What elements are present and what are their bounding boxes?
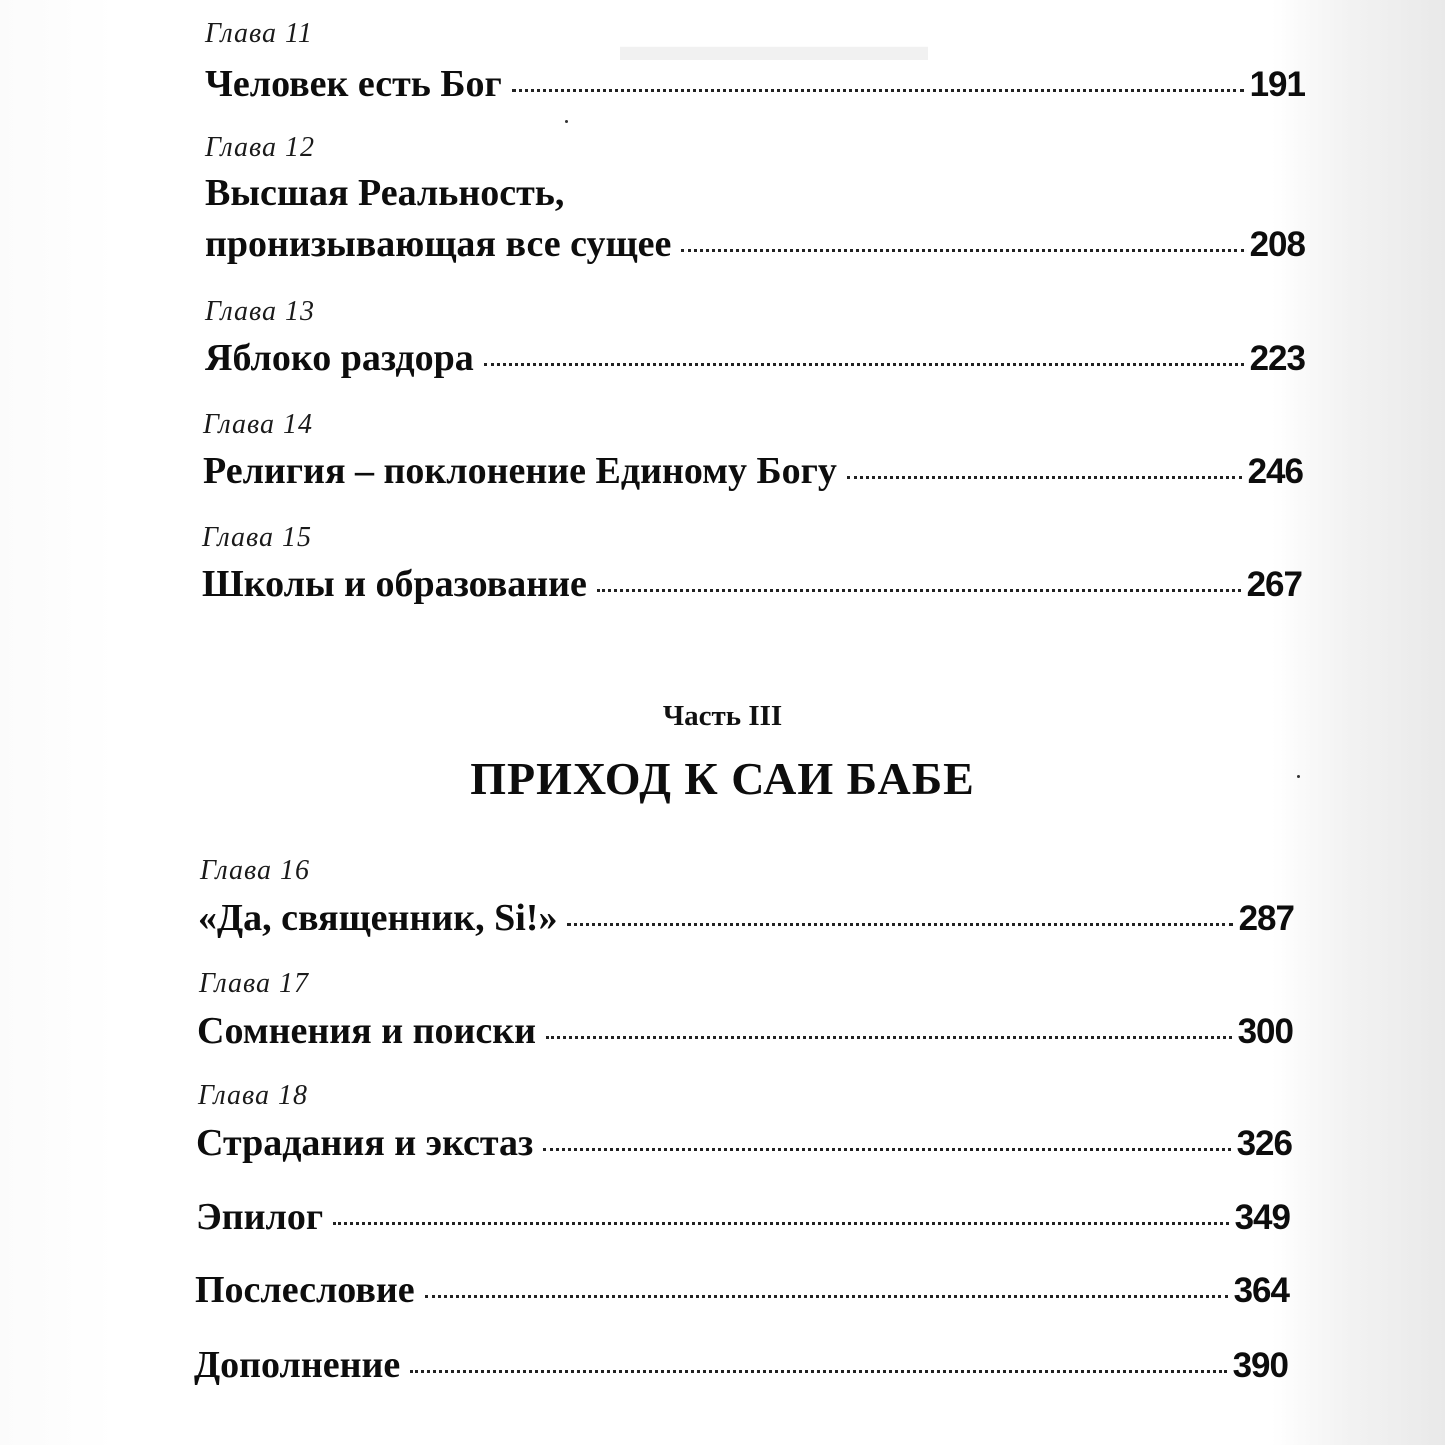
dot-leader: [543, 1148, 1230, 1151]
toc-entry-afterword[interactable]: [195, 1268, 1289, 1312]
entry-title: Сомнения и поиски: [197, 1010, 537, 1052]
print-speck: [565, 120, 568, 123]
dot-leader: [484, 363, 1244, 366]
entry-title: Человек есть Бог: [205, 63, 502, 105]
entry-title: Религия – поклонение Единому Богу: [203, 450, 837, 492]
page-number: 300: [1237, 1012, 1293, 1051]
toc-entry[interactable]: [202, 562, 1302, 606]
chapter-label: Глава 17: [199, 968, 309, 999]
page-number: 349: [1234, 1198, 1290, 1237]
chapter-label: Глава 12: [205, 132, 315, 163]
print-speck: [1297, 775, 1300, 778]
entry-title: «Да, священник, Si!»: [198, 897, 558, 939]
page-number: 267: [1246, 565, 1302, 604]
entry-title: Послесловие: [195, 1269, 415, 1311]
entry-title: Дополнение: [194, 1344, 401, 1386]
page-number: 287: [1238, 899, 1294, 938]
page-number: 191: [1249, 65, 1305, 104]
toc-entry[interactable]: [198, 896, 1294, 940]
chapter-label: Глава 14: [203, 409, 313, 440]
chapter-label: Глава 16: [200, 855, 310, 886]
page-number: 364: [1233, 1271, 1289, 1310]
toc-entry[interactable]: [205, 222, 1305, 266]
dot-leader: [546, 1036, 1232, 1039]
entry-title: Эпилог: [196, 1196, 324, 1238]
page-number: 246: [1247, 452, 1303, 491]
entry-title: Яблоко раздора: [205, 337, 474, 379]
page-number: 390: [1232, 1346, 1288, 1385]
part-label: Часть III: [662, 700, 783, 732]
toc-entry[interactable]: [205, 336, 1305, 380]
entry-title: Школы и образование: [202, 563, 587, 605]
dot-leader: [410, 1370, 1226, 1373]
dot-leader: [597, 589, 1241, 592]
toc-entry-epilogue[interactable]: [196, 1195, 1290, 1239]
page-number: 223: [1249, 339, 1305, 378]
chapter-label: Глава 15: [202, 522, 312, 553]
entry-title: пронизывающая все сущее: [205, 223, 672, 265]
dot-leader: [567, 923, 1232, 926]
toc-entry[interactable]: [196, 1121, 1292, 1165]
entry-title-line: Высшая Реальность,: [205, 172, 565, 214]
page-number: 326: [1236, 1124, 1292, 1163]
dot-leader: [847, 476, 1242, 479]
bleed-through-decoration: ▬▬▬▬▬▬▬: [620, 21, 928, 70]
page-number: 208: [1249, 225, 1305, 264]
toc-entry[interactable]: [205, 62, 1305, 106]
toc-entry[interactable]: [197, 1009, 1293, 1053]
chapter-label: Глава 11: [205, 18, 313, 49]
dot-leader: [425, 1295, 1228, 1298]
toc-entry-appendix[interactable]: [194, 1343, 1288, 1387]
dot-leader: [512, 89, 1244, 92]
dot-leader: [333, 1222, 1228, 1225]
dot-leader: [681, 249, 1243, 252]
toc-entry[interactable]: [203, 449, 1303, 493]
chapter-label: Глава 13: [205, 296, 315, 327]
part-title: ПРИХОД К САИ БАБЕ: [470, 753, 975, 804]
chapter-label: Глава 18: [198, 1080, 308, 1111]
entry-title: Страдания и экстаз: [196, 1122, 534, 1164]
